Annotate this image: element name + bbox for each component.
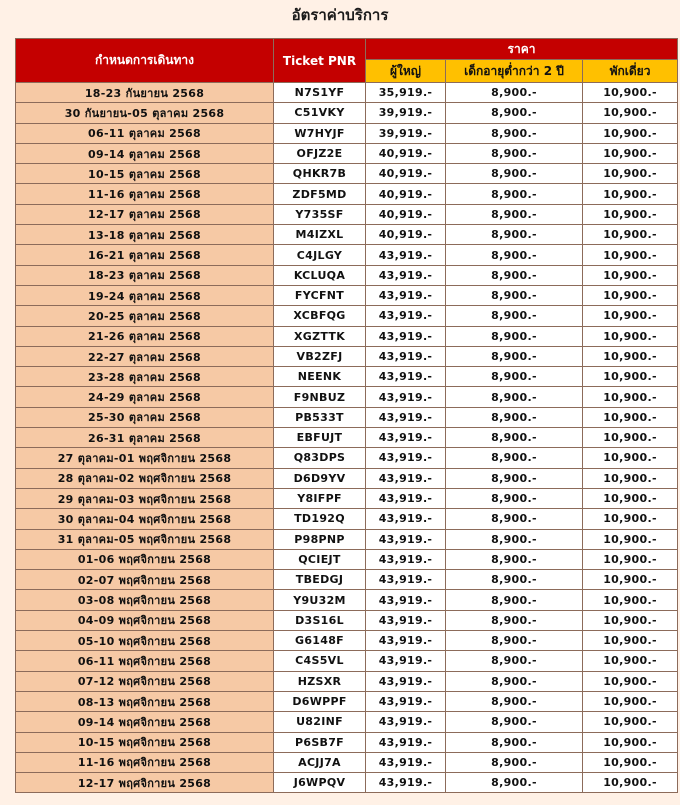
single-price-cell: 10,900.- bbox=[583, 712, 678, 732]
adult-price-cell: 43,919.- bbox=[366, 691, 446, 711]
single-price-cell: 10,900.- bbox=[583, 367, 678, 387]
pnr-cell: ZDF5MD bbox=[274, 184, 366, 204]
child-price-cell: 8,900.- bbox=[446, 610, 583, 630]
adult-price-cell: 43,919.- bbox=[366, 590, 446, 610]
child-price-cell: 8,900.- bbox=[446, 306, 583, 326]
table-body bbox=[16, 83, 678, 793]
pnr-cell: Y735SF bbox=[274, 204, 366, 224]
adult-price-cell: 43,919.- bbox=[366, 488, 446, 508]
adult-price-cell: 43,919.- bbox=[366, 387, 446, 407]
single-price-cell: 10,900.- bbox=[583, 610, 678, 630]
adult-price-cell: 39,919.- bbox=[366, 103, 446, 123]
adult-price-cell: 43,919.- bbox=[366, 671, 446, 691]
date-cell: 16-21 ตุลาคม 2568 bbox=[16, 245, 274, 265]
table-row bbox=[16, 428, 678, 448]
date-cell: 11-16 ตุลาคม 2568 bbox=[16, 184, 274, 204]
header-child: เด็กอายุต่ำกว่า 2 ปี bbox=[446, 60, 583, 83]
adult-price-cell: 43,919.- bbox=[366, 448, 446, 468]
child-price-cell: 8,900.- bbox=[446, 752, 583, 772]
pnr-cell: QHKR7B bbox=[274, 164, 366, 184]
pnr-cell: C51VKY bbox=[274, 103, 366, 123]
child-price-cell: 8,900.- bbox=[446, 691, 583, 711]
single-price-cell: 10,900.- bbox=[583, 184, 678, 204]
pnr-cell: D3S16L bbox=[274, 610, 366, 630]
adult-price-cell: 43,919.- bbox=[366, 752, 446, 772]
date-cell: 23-28 ตุลาคม 2568 bbox=[16, 367, 274, 387]
single-price-cell: 10,900.- bbox=[583, 529, 678, 549]
single-price-cell: 10,900.- bbox=[583, 570, 678, 590]
single-price-cell: 10,900.- bbox=[583, 225, 678, 245]
pnr-cell: D6D9YV bbox=[274, 468, 366, 488]
pnr-cell: ACJJ7A bbox=[274, 752, 366, 772]
date-cell: 09-14 พฤศจิกายน 2568 bbox=[16, 712, 274, 732]
date-cell: 30 ตุลาคม-04 พฤศจิกายน 2568 bbox=[16, 509, 274, 529]
child-price-cell: 8,900.- bbox=[446, 428, 583, 448]
pnr-cell: VB2ZFJ bbox=[274, 346, 366, 366]
single-price-cell: 10,900.- bbox=[583, 691, 678, 711]
table-row bbox=[16, 265, 678, 285]
date-cell: 24-29 ตุลาคม 2568 bbox=[16, 387, 274, 407]
adult-price-cell: 43,919.- bbox=[366, 712, 446, 732]
child-price-cell: 8,900.- bbox=[446, 712, 583, 732]
price-table bbox=[15, 38, 678, 793]
table-row bbox=[16, 367, 678, 387]
table-row bbox=[16, 387, 678, 407]
single-price-cell: 10,900.- bbox=[583, 164, 678, 184]
single-price-cell: 10,900.- bbox=[583, 387, 678, 407]
adult-price-cell: 35,919.- bbox=[366, 83, 446, 103]
table-row bbox=[16, 407, 678, 427]
table-row bbox=[16, 488, 678, 508]
single-price-cell: 10,900.- bbox=[583, 123, 678, 143]
table-row bbox=[16, 691, 678, 711]
table-row bbox=[16, 509, 678, 529]
single-price-cell: 10,900.- bbox=[583, 326, 678, 346]
table-row bbox=[16, 83, 678, 103]
single-price-cell: 10,900.- bbox=[583, 265, 678, 285]
table-row bbox=[16, 245, 678, 265]
pnr-cell: C4S5VL bbox=[274, 651, 366, 671]
single-price-cell: 10,900.- bbox=[583, 245, 678, 265]
child-price-cell: 8,900.- bbox=[446, 265, 583, 285]
pnr-cell: TBEDGJ bbox=[274, 570, 366, 590]
header-single: พักเดี่ยว bbox=[583, 60, 678, 83]
pnr-cell: NEENK bbox=[274, 367, 366, 387]
child-price-cell: 8,900.- bbox=[446, 773, 583, 793]
header-adult: ผู้ใหญ่ bbox=[366, 60, 446, 83]
adult-price-cell: 43,919.- bbox=[366, 326, 446, 346]
child-price-cell: 8,900.- bbox=[446, 407, 583, 427]
adult-price-cell: 43,919.- bbox=[366, 245, 446, 265]
single-price-cell: 10,900.- bbox=[583, 752, 678, 772]
child-price-cell: 8,900.- bbox=[446, 123, 583, 143]
date-cell: 12-17 พฤศจิกายน 2568 bbox=[16, 773, 274, 793]
date-cell: 22-27 ตุลาคม 2568 bbox=[16, 346, 274, 366]
pnr-cell: OFJZ2E bbox=[274, 143, 366, 163]
child-price-cell: 8,900.- bbox=[446, 509, 583, 529]
child-price-cell: 8,900.- bbox=[446, 143, 583, 163]
date-cell: 04-09 พฤศจิกายน 2568 bbox=[16, 610, 274, 630]
adult-price-cell: 43,919.- bbox=[366, 549, 446, 569]
child-price-cell: 8,900.- bbox=[446, 164, 583, 184]
pnr-cell: XCBFQG bbox=[274, 306, 366, 326]
table-row bbox=[16, 306, 678, 326]
child-price-cell: 8,900.- bbox=[446, 468, 583, 488]
date-cell: 18-23 ตุลาคม 2568 bbox=[16, 265, 274, 285]
pnr-cell: U82INF bbox=[274, 712, 366, 732]
date-cell: 28 ตุลาคม-02 พฤศจิกายน 2568 bbox=[16, 468, 274, 488]
date-cell: 02-07 พฤศจิกายน 2568 bbox=[16, 570, 274, 590]
single-price-cell: 10,900.- bbox=[583, 549, 678, 569]
pnr-cell: N7S1YF bbox=[274, 83, 366, 103]
table-row bbox=[16, 123, 678, 143]
date-cell: 10-15 ตุลาคม 2568 bbox=[16, 164, 274, 184]
table-row bbox=[16, 103, 678, 123]
pnr-cell: P98PNP bbox=[274, 529, 366, 549]
child-price-cell: 8,900.- bbox=[446, 488, 583, 508]
pnr-cell: FYCFNT bbox=[274, 285, 366, 305]
child-price-cell: 8,900.- bbox=[446, 549, 583, 569]
pnr-cell: Y9U32M bbox=[274, 590, 366, 610]
date-cell: 08-13 พฤศจิกายน 2568 bbox=[16, 691, 274, 711]
table-row bbox=[16, 651, 678, 671]
table-row bbox=[16, 671, 678, 691]
header-pnr: Ticket PNR bbox=[274, 39, 366, 83]
table-row bbox=[16, 143, 678, 163]
child-price-cell: 8,900.- bbox=[446, 590, 583, 610]
adult-price-cell: 43,919.- bbox=[366, 631, 446, 651]
adult-price-cell: 43,919.- bbox=[366, 367, 446, 387]
child-price-cell: 8,900.- bbox=[446, 225, 583, 245]
date-cell: 09-14 ตุลาคม 2568 bbox=[16, 143, 274, 163]
single-price-cell: 10,900.- bbox=[583, 488, 678, 508]
date-cell: 21-26 ตุลาคม 2568 bbox=[16, 326, 274, 346]
table-row bbox=[16, 712, 678, 732]
adult-price-cell: 43,919.- bbox=[366, 773, 446, 793]
date-cell: 26-31 ตุลาคม 2568 bbox=[16, 428, 274, 448]
adult-price-cell: 40,919.- bbox=[366, 164, 446, 184]
single-price-cell: 10,900.- bbox=[583, 651, 678, 671]
single-price-cell: 10,900.- bbox=[583, 143, 678, 163]
table-row bbox=[16, 184, 678, 204]
date-cell: 11-16 พฤศจิกายน 2568 bbox=[16, 752, 274, 772]
pnr-cell: G6148F bbox=[274, 631, 366, 651]
child-price-cell: 8,900.- bbox=[446, 732, 583, 752]
header-date: กำหนดการเดินทาง bbox=[16, 39, 274, 83]
pnr-cell: PB533T bbox=[274, 407, 366, 427]
child-price-cell: 8,900.- bbox=[446, 387, 583, 407]
adult-price-cell: 43,919.- bbox=[366, 570, 446, 590]
child-price-cell: 8,900.- bbox=[446, 346, 583, 366]
date-cell: 30 กันยายน-05 ตุลาคม 2568 bbox=[16, 103, 274, 123]
pnr-cell: M4IZXL bbox=[274, 225, 366, 245]
table-row bbox=[16, 752, 678, 772]
table-row bbox=[16, 326, 678, 346]
adult-price-cell: 43,919.- bbox=[366, 407, 446, 427]
table-row bbox=[16, 285, 678, 305]
date-cell: 05-10 พฤศจิกายน 2568 bbox=[16, 631, 274, 651]
child-price-cell: 8,900.- bbox=[446, 448, 583, 468]
single-price-cell: 10,900.- bbox=[583, 773, 678, 793]
date-cell: 06-11 ตุลาคม 2568 bbox=[16, 123, 274, 143]
pnr-cell: C4JLGY bbox=[274, 245, 366, 265]
table-row bbox=[16, 204, 678, 224]
child-price-cell: 8,900.- bbox=[446, 326, 583, 346]
date-cell: 19-24 ตุลาคม 2568 bbox=[16, 285, 274, 305]
pnr-cell: Q83DPS bbox=[274, 448, 366, 468]
adult-price-cell: 43,919.- bbox=[366, 651, 446, 671]
date-cell: 18-23 กันยายน 2568 bbox=[16, 83, 274, 103]
single-price-cell: 10,900.- bbox=[583, 428, 678, 448]
child-price-cell: 8,900.- bbox=[446, 83, 583, 103]
date-cell: 31 ตุลาคม-05 พฤศจิกายน 2568 bbox=[16, 529, 274, 549]
child-price-cell: 8,900.- bbox=[446, 529, 583, 549]
table-row bbox=[16, 225, 678, 245]
single-price-cell: 10,900.- bbox=[583, 407, 678, 427]
table-row bbox=[16, 448, 678, 468]
pnr-cell: TD192Q bbox=[274, 509, 366, 529]
table-row bbox=[16, 529, 678, 549]
single-price-cell: 10,900.- bbox=[583, 468, 678, 488]
pnr-cell: Y8IFPF bbox=[274, 488, 366, 508]
header-price-group: ราคา bbox=[366, 39, 678, 60]
single-price-cell: 10,900.- bbox=[583, 285, 678, 305]
adult-price-cell: 43,919.- bbox=[366, 610, 446, 630]
child-price-cell: 8,900.- bbox=[446, 651, 583, 671]
child-price-cell: 8,900.- bbox=[446, 631, 583, 651]
table-row bbox=[16, 468, 678, 488]
adult-price-cell: 43,919.- bbox=[366, 509, 446, 529]
date-cell: 25-30 ตุลาคม 2568 bbox=[16, 407, 274, 427]
pnr-cell: J6WPQV bbox=[274, 773, 366, 793]
page-title: อัตราค่าบริการ bbox=[291, 6, 389, 24]
child-price-cell: 8,900.- bbox=[446, 103, 583, 123]
adult-price-cell: 43,919.- bbox=[366, 306, 446, 326]
single-price-cell: 10,900.- bbox=[583, 631, 678, 651]
child-price-cell: 8,900.- bbox=[446, 184, 583, 204]
table-row bbox=[16, 570, 678, 590]
table-row bbox=[16, 732, 678, 752]
single-price-cell: 10,900.- bbox=[583, 83, 678, 103]
date-cell: 03-08 พฤศจิกายน 2568 bbox=[16, 590, 274, 610]
adult-price-cell: 40,919.- bbox=[366, 204, 446, 224]
date-cell: 13-18 ตุลาคม 2568 bbox=[16, 225, 274, 245]
pnr-cell: D6WPPF bbox=[274, 691, 366, 711]
adult-price-cell: 43,919.- bbox=[366, 285, 446, 305]
pnr-cell: XGZTTK bbox=[274, 326, 366, 346]
table-row bbox=[16, 346, 678, 366]
adult-price-cell: 43,919.- bbox=[366, 265, 446, 285]
single-price-cell: 10,900.- bbox=[583, 448, 678, 468]
date-cell: 27 ตุลาคม-01 พฤศจิกายน 2568 bbox=[16, 448, 274, 468]
single-price-cell: 10,900.- bbox=[583, 306, 678, 326]
child-price-cell: 8,900.- bbox=[446, 367, 583, 387]
pnr-cell: QCIEJT bbox=[274, 549, 366, 569]
single-price-cell: 10,900.- bbox=[583, 204, 678, 224]
pnr-cell: EBFUJT bbox=[274, 428, 366, 448]
pnr-cell: P6SB7F bbox=[274, 732, 366, 752]
adult-price-cell: 43,919.- bbox=[366, 428, 446, 448]
table-row bbox=[16, 164, 678, 184]
child-price-cell: 8,900.- bbox=[446, 285, 583, 305]
adult-price-cell: 43,919.- bbox=[366, 529, 446, 549]
date-cell: 20-25 ตุลาคม 2568 bbox=[16, 306, 274, 326]
date-cell: 06-11 พฤศจิกายน 2568 bbox=[16, 651, 274, 671]
pnr-cell: HZSXR bbox=[274, 671, 366, 691]
date-cell: 07-12 พฤศจิกายน 2568 bbox=[16, 671, 274, 691]
date-cell: 12-17 ตุลาคม 2568 bbox=[16, 204, 274, 224]
adult-price-cell: 40,919.- bbox=[366, 225, 446, 245]
date-cell: 29 ตุลาคม-03 พฤศจิกายน 2568 bbox=[16, 488, 274, 508]
single-price-cell: 10,900.- bbox=[583, 671, 678, 691]
child-price-cell: 8,900.- bbox=[446, 245, 583, 265]
date-cell: 01-06 พฤศจิกายน 2568 bbox=[16, 549, 274, 569]
single-price-cell: 10,900.- bbox=[583, 509, 678, 529]
adult-price-cell: 43,919.- bbox=[366, 732, 446, 752]
adult-price-cell: 40,919.- bbox=[366, 184, 446, 204]
adult-price-cell: 43,919.- bbox=[366, 346, 446, 366]
table-row bbox=[16, 549, 678, 569]
table-row bbox=[16, 773, 678, 793]
table-row bbox=[16, 590, 678, 610]
adult-price-cell: 40,919.- bbox=[366, 143, 446, 163]
single-price-cell: 10,900.- bbox=[583, 732, 678, 752]
single-price-cell: 10,900.- bbox=[583, 103, 678, 123]
pnr-cell: W7HYJF bbox=[274, 123, 366, 143]
table-row bbox=[16, 610, 678, 630]
pnr-cell: F9NBUZ bbox=[274, 387, 366, 407]
child-price-cell: 8,900.- bbox=[446, 204, 583, 224]
child-price-cell: 8,900.- bbox=[446, 570, 583, 590]
single-price-cell: 10,900.- bbox=[583, 346, 678, 366]
date-cell: 10-15 พฤศจิกายน 2568 bbox=[16, 732, 274, 752]
pnr-cell: KCLUQA bbox=[274, 265, 366, 285]
adult-price-cell: 39,919.- bbox=[366, 123, 446, 143]
child-price-cell: 8,900.- bbox=[446, 671, 583, 691]
adult-price-cell: 43,919.- bbox=[366, 468, 446, 488]
single-price-cell: 10,900.- bbox=[583, 590, 678, 610]
table-row bbox=[16, 631, 678, 651]
